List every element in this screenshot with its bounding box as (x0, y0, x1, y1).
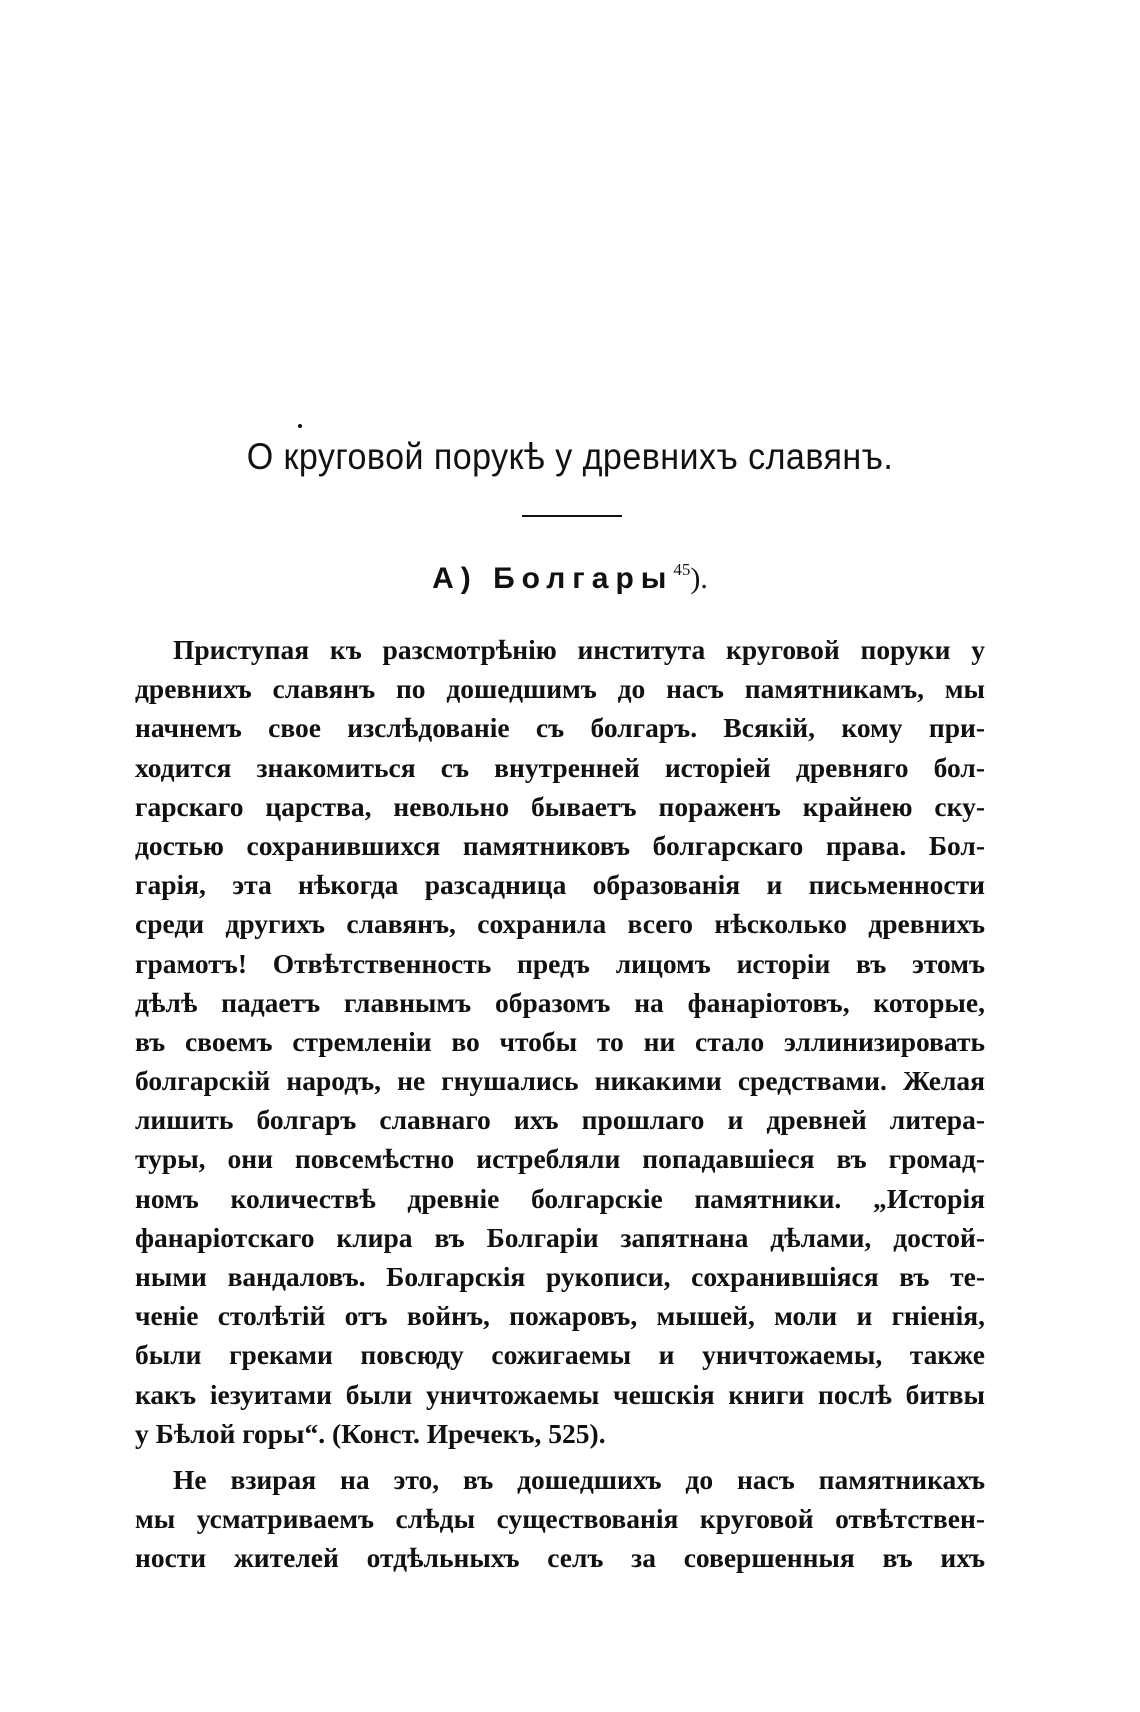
body-text (135, 630, 985, 1578)
text-line: какъ іезуитами были уничтожаемы чешскія книги послѣ битвы (135, 1378, 985, 1410)
text-line: среди другихъ славянъ, сохранила всего нѣсколько древнихъ (135, 908, 985, 940)
text-line: достью сохранившихся памятниковъ болгарскаго права. Бол- (135, 829, 985, 861)
chapter-title: О круговой порукѣ у древнихъ славянъ. (246, 436, 894, 477)
paragraph-gap (135, 1453, 985, 1460)
text-line: болгарскій народъ, не гнушались никакими средствами. Желая (135, 1065, 985, 1097)
text-line: гарскаго царства, невольно бываетъ пораженъ крайнею ску- (135, 790, 985, 822)
text-line: дѣлѣ падаетъ главнымъ образомъ на фанаріотовъ, которые, (135, 986, 985, 1018)
text-line: были греками повсюду сожигаемы и уничтожаемы, также (135, 1339, 985, 1371)
text-line: Не взирая на это, въ дошедшихъ до насъ памятникахъ (173, 1463, 985, 1495)
text-line: туры, они повсемѣстно истребляли попадавшіеся въ громад- (135, 1143, 985, 1175)
text-line: древнихъ славянъ по дошедшимъ до насъ памятникамъ, мы (135, 673, 985, 705)
print-speck (298, 424, 302, 428)
section-label: А) Болгары (432, 562, 674, 595)
paragraph-2 (135, 1460, 985, 1578)
section-heading (0, 560, 1140, 596)
text-line: Приступая къ разсмотрѣнію института круговой поруки у (173, 634, 985, 665)
text-line: ности жителей отдѣльныхъ селъ за совершенныя въ ихъ (135, 1542, 985, 1574)
text-line: фанаріотскаго клира въ Болгаріи запятнана дѣлами, достой- (135, 1221, 985, 1253)
text-line: у Бѣлой горы“. (Конст. Иречекъ, 525). (135, 1417, 606, 1449)
text-line: ченіе столѣтій отъ войнъ, пожаровъ, мышей, моли и гніенія, (135, 1300, 985, 1332)
text-line: мы усматриваемъ слѣды существованія круговой отвѣтствен- (135, 1503, 985, 1535)
text-line: лишить болгаръ славнаго ихъ прошлаго и древней литера- (135, 1104, 985, 1136)
text-line: грамотъ! Отвѣтственность предъ лицомъ исторіи въ этомъ (135, 947, 985, 979)
text-line: ходится знакомиться съ внутренней исторіей древняго бол- (135, 751, 985, 783)
paragraph-1 (135, 630, 985, 1453)
section-heading-tail: ). (690, 562, 708, 595)
footnote-ref: 45 (673, 560, 691, 579)
title-divider (522, 515, 622, 517)
text-line: ными вандаловъ. Болгарскія рукописи, сохранившіяся въ те- (135, 1261, 985, 1292)
text-line: гарія, эта нѣкогда разсадница образованія и письменности (135, 869, 985, 901)
text-line: номъ количествѣ древніе болгарскіе памятники. „Исторія (135, 1182, 985, 1214)
text-line: въ своемъ стремленіи во чтобы то ни стало эллинизировать (135, 1025, 985, 1057)
text-line: начнемъ свое изслѣдованіе съ болгаръ. Всякій, кому при- (135, 712, 985, 744)
